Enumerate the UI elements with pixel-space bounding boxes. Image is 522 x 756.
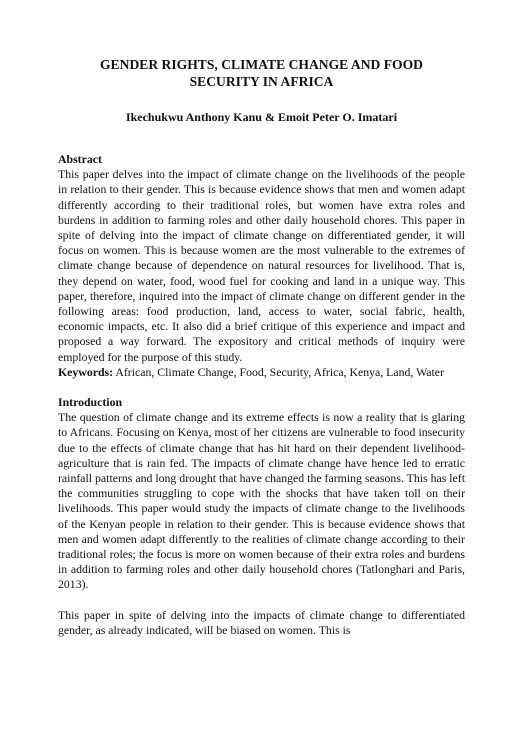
paper-page	[58, 56, 465, 638]
title-line-1: GENDER RIGHTS, CLIMATE CHANGE AND FOOD	[99, 57, 423, 72]
abstract-section	[58, 152, 465, 380]
author-line: Ikechukwu Anthony Kanu & Emoit Peter O. Imatari	[125, 110, 398, 124]
abstract-body: This paper delves into the impact of climate change on the livelihoods of the people in relation to their gender. This is because evidence shows that men and women adapt differently according to their traditional roles, but women have extra roles and burdens in addition to farming roles and other daily household chores. This paper in spite of delving into the impact of climate change on differentiated gender, it will focus on women. This is because women are the most vulnerable to the extremes of climate change because of dependence on natural resources for livelihood. That is, they depend on water, food, wood fuel for cooking and land in a unique way. This paper, therefore, inquired into the impact of climate change on different gender in the following areas: food production, land, access to water, social fabric, health, economic impacts, etc. It also did a brief critique of this experience and impact and proposed a way forward. The expository and critical methods of inquiry were employed for the purpose of this study.	[58, 167, 465, 364]
keywords-line	[58, 365, 465, 380]
title-line-2: SECURITY IN AFRICA	[189, 74, 334, 89]
abstract-heading: Abstract	[58, 152, 102, 166]
keywords-text: African, Climate Change, Food, Security, Africa, Kenya, Land, Water	[115, 364, 444, 379]
introduction-paragraph-1: The question of climate change and its extreme effects is now a reality that is glaring to Africans. Focusing on Kenya, most of her citizens are vulnerable to food insecurity due to the effects of climate change that has hit hard on their dependent livelihood- agriculture that is rain fed. The impacts of climate change have hence led to erratic rainfall patterns and long drought that have changed the farming seasons. This has left the communities struggling to cope with the shocks that have taken toll on their livelihoods. This paper would study the impacts of climate change to the livelihoods of the Kenyan people in relation to their gender. This is because evidence shows that men and women adapt differently to the realities of climate change according to their traditional roles; the focus is more on women because of their extra roles and burdens in addition to farming roles and other daily household chores (Tatlonghari and Paris, 2013).	[58, 410, 465, 592]
introduction-section	[58, 395, 465, 638]
paper-title	[58, 56, 465, 90]
introduction-paragraph-2: This paper in spite of delving into the impacts of climate change to differentiated gender, as already indicated, will be biased on women. This is	[58, 607, 465, 637]
keywords-label: Keywords:	[58, 364, 114, 379]
introduction-heading: Introduction	[58, 395, 123, 410]
